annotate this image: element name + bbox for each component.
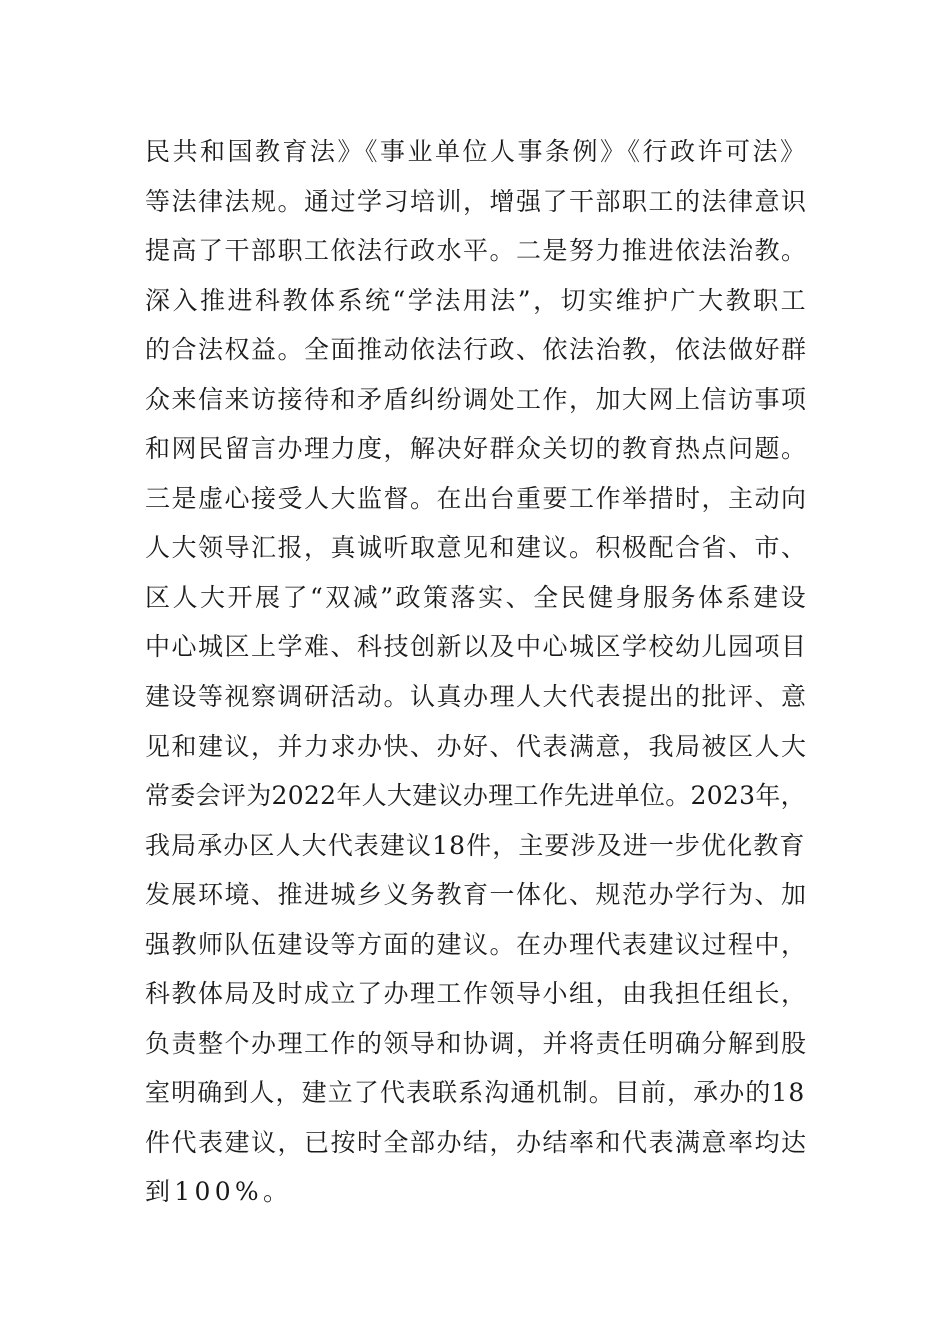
text-line: 强教师队伍建设等方面的建议。在办理代表建议过程中， (145, 929, 808, 959)
text-line: 室明确到人，建立了代表联系沟通机制。目前，承办的18 (145, 1078, 806, 1108)
text-line: 常委会评为2022年人大建议办理工作先进单位。2023年， (145, 781, 806, 811)
text-line: 人大领导汇报，真诚听取意见和建议。积极配合省、市、 (145, 533, 808, 563)
text-line: 深入推进科教体系统“学法用法”，切实维护广大教职工 (145, 285, 809, 315)
text-line: 件代表建议，已按时全部办结，办结率和代表满意率均达 (145, 1127, 808, 1157)
text-line: 我局承办区人大代表建议18件，主要涉及进一步优化教育 (145, 830, 806, 860)
text-line: 到100%。 (145, 1177, 293, 1207)
text-line: 的合法权益。全面推动依法行政、依法治教，依法做好群 (145, 335, 808, 365)
text-line: 发展环境、推进城乡义务教育一体化、规范办学行为、加 (145, 880, 808, 910)
text-line: 众来信来访接待和矛盾纠纷调处工作，加大网上信访事项 (145, 384, 808, 414)
text-line: 三是虚心接受人大监督。在出台重要工作举措时，主动向 (145, 483, 808, 513)
text-line: 负责整个办理工作的领导和协调，并将责任明确分解到股 (145, 1028, 808, 1058)
text-line: 建设等视察调研活动。认真办理人大代表提出的批评、意 (145, 682, 808, 712)
text-line: 和网民留言办理力度，解决好群众关切的教育热点问题。 (145, 434, 808, 464)
text-line: 科教体局及时成立了办理工作领导小组，由我担任组长， (145, 979, 808, 1009)
text-line: 等法律法规。通过学习培训，增强了干部职工的法律意识 (145, 186, 808, 216)
text-line: 提高了干部职工依法行政水平。二是努力推进依法治教。 (145, 236, 808, 266)
text-line: 见和建议，并力求办快、办好、代表满意，我局被区人大 (145, 731, 808, 761)
text-line: 民共和国教育法》《事业单位人事条例》《行政许可法》 (145, 137, 808, 166)
body-paragraph (145, 127, 810, 1217)
text-line: 中心城区上学难、科技创新以及中心城区学校幼儿园项目 (145, 632, 808, 662)
text-line: 区人大开展了“双减”政策落实、全民健身服务体系建设 (145, 582, 809, 612)
